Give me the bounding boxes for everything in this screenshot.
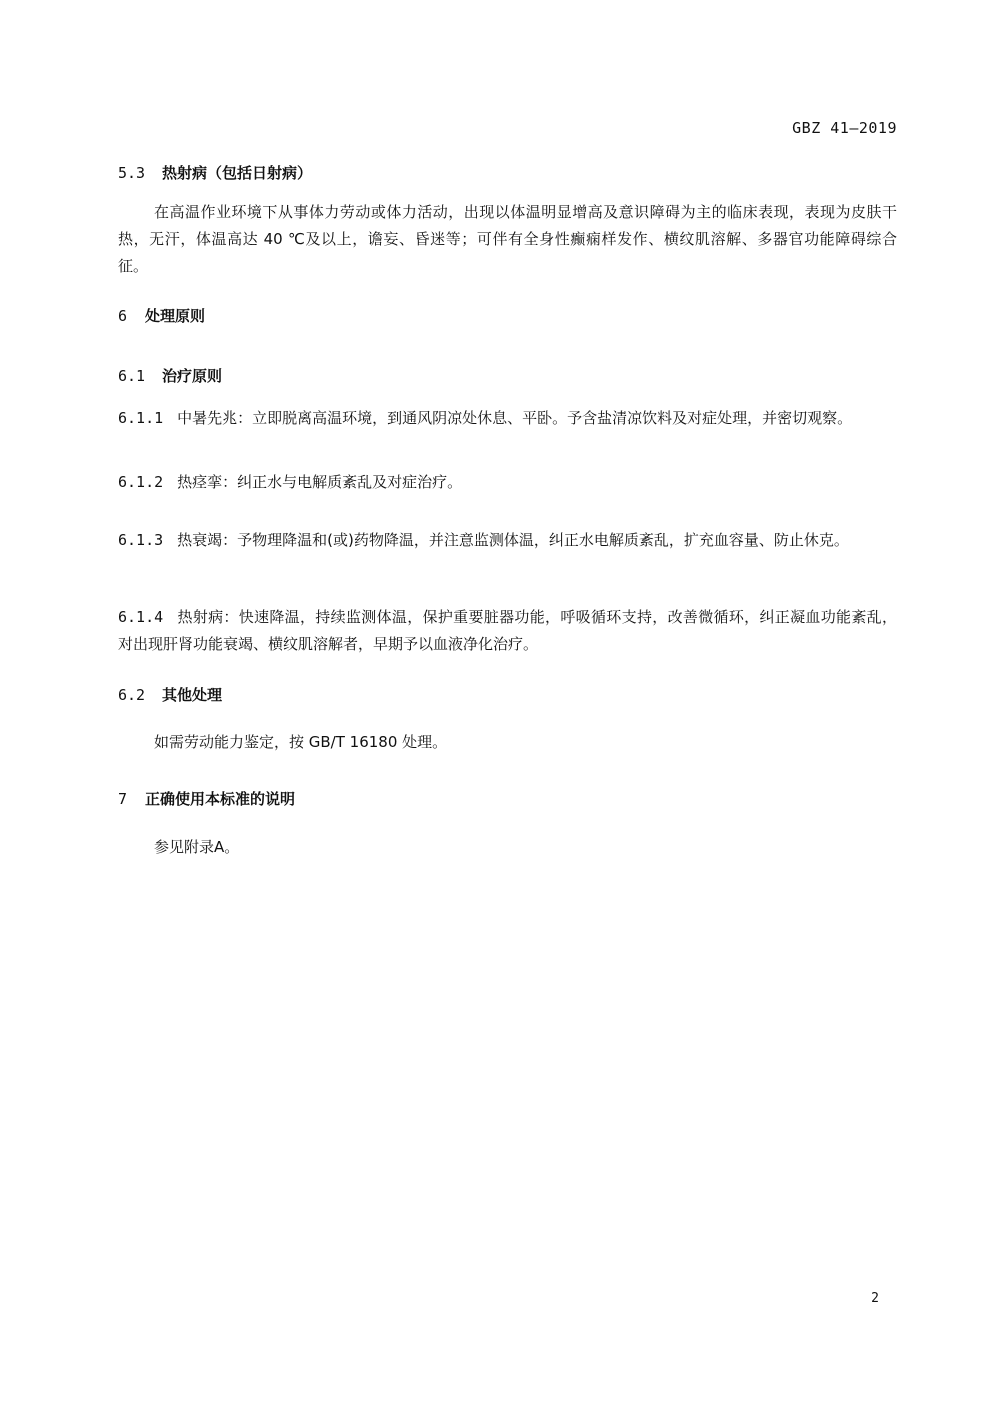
heading-7 (118, 788, 295, 809)
heading-6 (118, 305, 205, 326)
heading-number: 6 (118, 307, 128, 325)
paragraph-5-3: 在高温作业环境下从事体力劳动或体力活动，出现以体温明显增高及意识障碍为主的临床表现，表现为皮肤干热，无汗，体温高达 40 ℃及以上，谵妄、昏迷等；可伴有全身性癫痫样发作、横纹肌溶解、多器官功能障碍综合征。 (118, 203, 897, 275)
clause-text: 中暑先兆：立即脱离高温环境，到通风阴凉处休息、平卧。予含盐清凉饮料及对症处理，并密切观察。 (177, 409, 853, 427)
paragraph-6-2: 如需劳动能力鉴定，按 GB/T 16180 处理。 (154, 733, 448, 751)
paragraph-7: 参见附录A。 (154, 838, 240, 856)
page-number: 2 (871, 1291, 879, 1306)
heading-number: 5.3 (118, 164, 146, 182)
clause-6-1-2 (118, 469, 897, 496)
clause-number: 6.1.3 (118, 531, 164, 549)
clause-number: 6.1.2 (118, 473, 164, 491)
heading-number: 6.2 (118, 686, 146, 704)
heading-title: 正确使用本标准的说明 (145, 790, 296, 808)
heading-title: 处理原则 (145, 307, 206, 325)
heading-title: 其他处理 (162, 686, 223, 704)
heading-title: 热射病（包括日射病） (162, 164, 313, 182)
clause-6-1-3 (118, 520, 897, 560)
clause-number: 6.1.4 (118, 608, 164, 626)
clause-number: 6.1.1 (118, 409, 164, 427)
clause-text: 热痉挛：纠正水与电解质紊乱及对症治疗。 (177, 473, 463, 491)
heading-6-2 (118, 684, 222, 705)
clause-6-1-4 (118, 604, 897, 658)
clause-text: 热衰竭：予物理降温和(或)药物降温，并注意监测体温，纠正水电解质紊乱，扩充血容量、防止休克。 (177, 531, 849, 549)
heading-5-3 (118, 162, 312, 183)
heading-title: 治疗原则 (162, 367, 223, 385)
heading-number: 7 (118, 790, 128, 808)
document-id: GBZ 41—2019 (792, 119, 897, 137)
clause-text: 热射病：快速降温，持续监测体温，保护重要脏器功能，呼吸循环支持，改善微循环，纠正凝血功能紊乱，对出现肝肾功能衰竭、横纹肌溶解者，早期予以血液净化治疗。 (118, 608, 897, 653)
clause-6-1-1 (118, 405, 897, 432)
heading-number: 6.1 (118, 367, 146, 385)
heading-6-1 (118, 365, 222, 386)
